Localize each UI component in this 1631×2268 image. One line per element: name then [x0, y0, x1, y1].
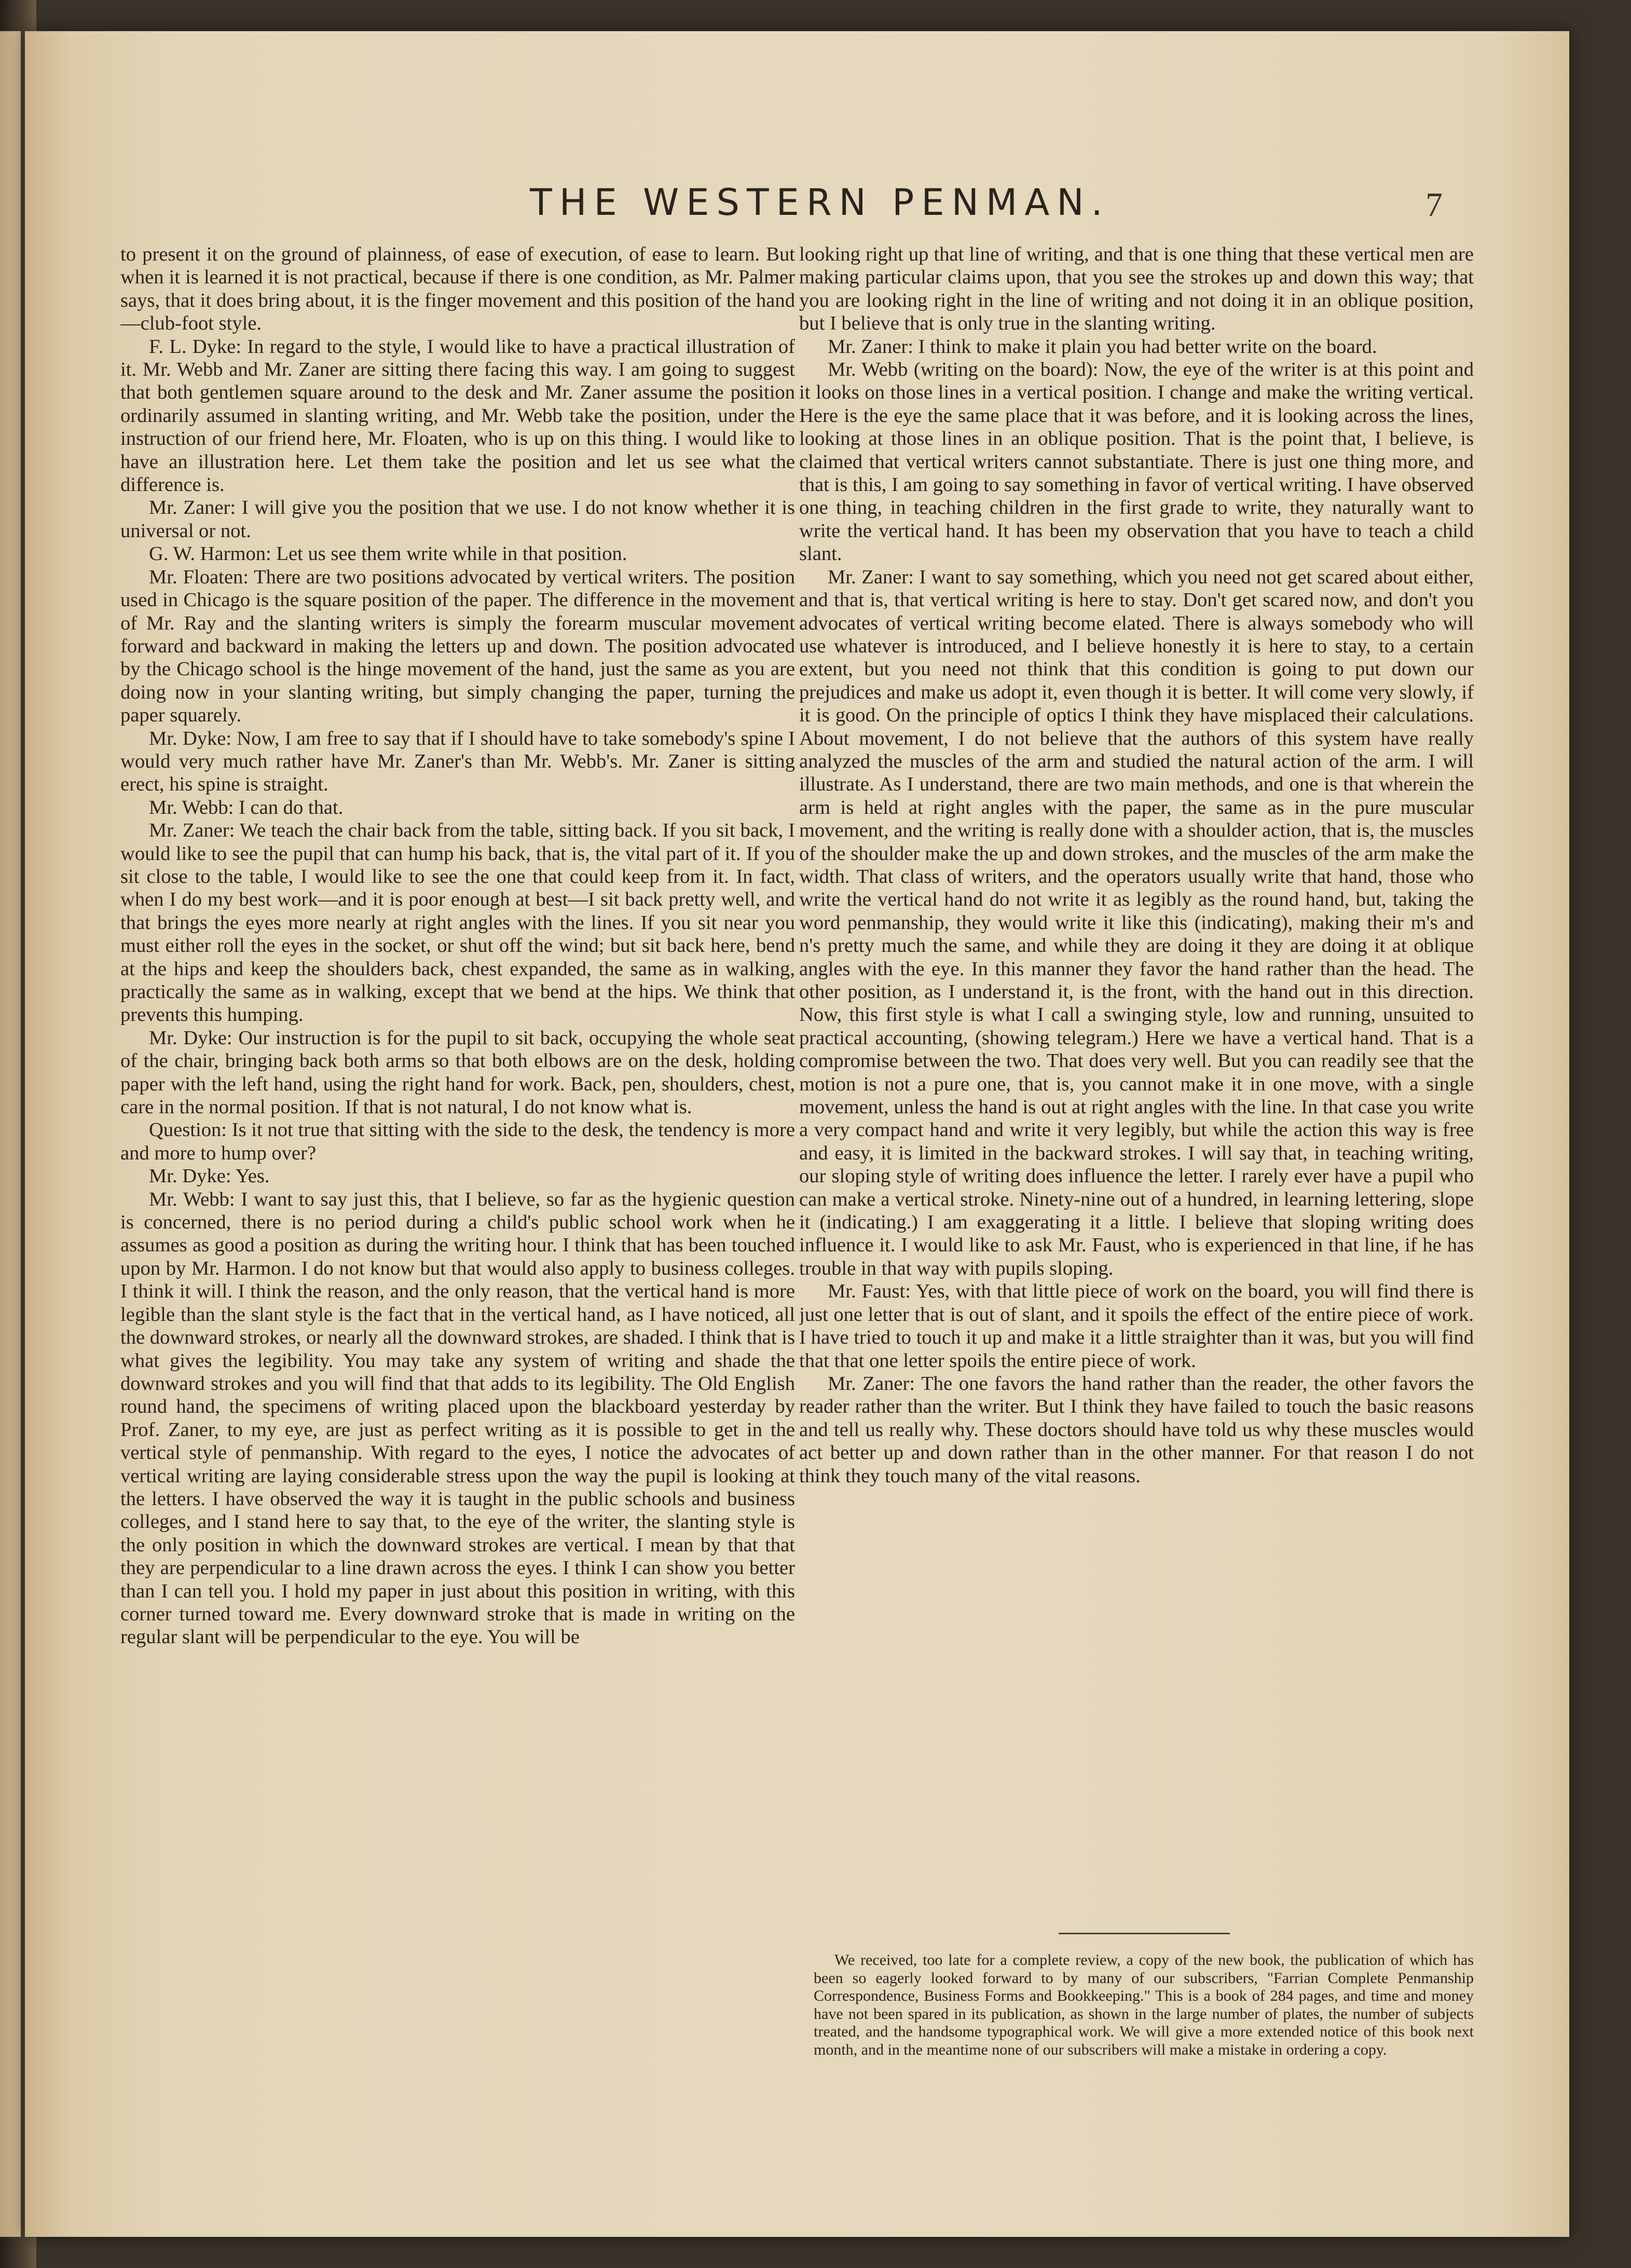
- right-column: [799, 243, 1474, 2137]
- book-notice-text: We received, too late for a complete review, a copy of the new book, the publication of which has been so eagerly looked forward to by many of our subscribers, "Farrian Complete Penmanship Correspondence, Business Forms and Bookkeeping." This is a book of 284 pages, and time and money have not been spared in its publication, as shown in the large number of plates, the number of subjects treated, and the handsome typographical work. We will give a more extended notice of this book next month, and in the meantime none of our subscribers will make a mistake in ordering a copy.: [814, 1951, 1474, 2058]
- paragraph: Mr. Faust: Yes, with that little piece of work on the board, you will find there is just one letter that is out of slant, and it spoils the effect of the entire piece of work. I have tried to touch it up and make it a little straighter than it was, but you will find that that one letter spoils the entire piece of work.: [799, 1280, 1474, 1372]
- footnote-divider: [1059, 1933, 1230, 1934]
- paragraph: to present it on the ground of plainness, of ease of execution, of ease to learn. But when it is learned it is not practical, because if there is one condition, as Mr. Palmer says, that it does bring about, it is the finger movement and this position of the hand—club-foot style.: [120, 243, 795, 335]
- paragraph: G. W. Harmon: Let us see them write while in that position.: [149, 543, 627, 565]
- paragraph: F. L. Dyke: In regard to the style, I would like to have a practical illustration of it. Mr. Webb and Mr. Zaner are sitting there facing this way. I am going to suggest that both gentlemen square around to the desk and Mr. Zaner assume the position ordinarily assumed in slanting writing, and Mr. Webb take the position, under the instruction of our friend here, Mr. Floaten, who is up on this thing. I would like to have an illustration here. Let them take the position and let us see what the difference is.: [120, 335, 795, 496]
- paragraph: Mr. Webb: I can do that.: [149, 796, 344, 818]
- paragraph: Mr. Zaner: I will give you the position that we use. I do not know whether it is universal or not.: [120, 497, 795, 542]
- paragraph: looking right up that line of writing, and that is one thing that these vertical men are making particular claims upon, that you see the strokes up and down this way; that you are looking right in the line of writing and not doing it in an oblique position, but I believe that is only true in the slanting writing.: [799, 243, 1474, 335]
- book-notice: [814, 1951, 1474, 2128]
- paragraph: Mr. Webb: I want to say just this, that I believe, so far as the hygienic question is concerned, there is no period during a child's public school work when he assumes as good a position as during the writing hour. I think that has been touched upon by Mr. Harmon. I do not know but that would also apply to business colleges. I think it will. I think the reason, and the only reason, that the vertical hand is more legible than the slant style is the fact that in the vertical hand, as I have noticed, all the downward strokes, or nearly all the downward strokes, are shaded. I think that is what gives the legibility. You may take any system of writing and shade the downward strokes and you will find that that adds to its legibility. The Old English round hand, the specimens of writing placed upon the blackboard yesterday by Prof. Zaner, to my eye, are just as perfect writing as it is possible to get in the vertical style of penmanship. With regard to the eyes, I notice the advocates of vertical writing are laying considerable stress upon the way the pupil is looking at the letters. I have observed the way it is taught in the public schools and business colleges, and I stand here to say that, to the eye of the writer, the slanting style is the only position in which the downward strokes are vertical. I mean by that that they are perpendicular to a line drawn across the eyes. I think I can show you better than I can tell you. I hold my paper in just about this position in writing, with this corner turned toward me. Every downward stroke that is made in writing on the regular slant will be perpendicular to the eye. You will be: [120, 1188, 795, 1648]
- paragraph: Mr. Dyke: Now, I am free to say that if I should have to take somebody's spine I would very much rather have Mr. Zaner's than Mr. Webb's. Mr. Zaner is sitting erect, his spine is straight.: [120, 727, 795, 796]
- page-title: THE WESTERN PENMAN.: [530, 181, 1110, 224]
- paragraph: Mr. Webb (writing on the board): Now, the eye of the writer is at this point and it looks on those lines in a vertical position. I change and make the writing vertical. Here is the eye the same place that it was before, and it is looking across the lines, looking at those lines in an oblique position. That is the point that, I believe, is claimed that vertical writers cannot substantiate. There is just one thing more, and that is this, I am going to say something in favor of vertical writing. I have observed one thing, in teaching children in the first grade to write, they naturally want to write the vertical hand. It has been my observation that you have to teach a child slant.: [799, 359, 1474, 565]
- paragraph: Mr. Zaner: We teach the chair back from the table, sitting back. If you sit back, I would like to see the pupil that can hump his back, that is, the vital part of it. If you sit close to the table, I would like to see the one that could keep from it. In fact, when I do my best work—and it is poor enough at best—I sit back pretty well, and that brings the eyes more nearly at right angles with the lines. If you sit near you must either roll the eyes in the socket, or shut off the wind; but sit back here, bend at the hips and keep the shoulders back, chest expanded, the same as in walking, practically the same as in walking, except that we bend at the hips. We think that prevents this humping.: [120, 819, 795, 1026]
- left-column: [120, 243, 795, 2137]
- paragraph: Mr. Dyke: Yes.: [149, 1165, 270, 1187]
- paragraph: Mr. Zaner: The one favors the hand rather than the reader, the other favors the reader rather than the writer. But I think they have failed to touch the basic reasons and tell us really why. These doctors should have told us why these muscles would act better up and down rather than in the other manner. For that reason I do not think they touch many of the vital reasons.: [799, 1372, 1474, 1487]
- previous-page-edge: [0, 31, 21, 2237]
- paragraph: Mr. Dyke: Our instruction is for the pupil to sit back, occupying the whole seat of the chair, bringing back both arms so that both elbows are on the desk, holding paper with the left hand, using the right hand for work. Back, pen, shoulders, chest, care in the normal position. If that is not natural, I do not know what is.: [120, 1027, 795, 1118]
- page-number: 7: [1426, 186, 1443, 224]
- paragraph: Mr. Zaner: I think to make it plain you had better write on the board.: [828, 335, 1377, 358]
- paragraph: Mr. Zaner: I want to say something, which you need not get scared about either, and that is, that vertical writing is here to stay. Don't get scared now, and don't you advocates of vertical writing become elated. There is always somebody who will use whatever is introduced, and I believe honestly it is here to stay, to a certain extent, but you need not think that this condition is going to put down our prejudices and make us adopt it, even though it is better. It will come very slowly, if it is good. On the principle of optics I think they have misplaced their calculations. About movement, I do not believe that the authors of this system have really analyzed the muscles of the arm and studied the natural action of the arm. I will illustrate. As I understand, there are two main methods, and one is that wherein the arm is held at right angles with the paper, the same as in the pure muscular movement, and the writing is really done with a shoulder action, that is, the muscles of the shoulder make the up and down strokes, and the muscles of the arm make the width. That class of writers, and the operators usually write that hand, those who write the vertical hand do not write it as legibly as the round hand, but, taking the word penmanship, they would write it like this (indicating), making their m's and n's pretty much the same, and while they are doing it they are doing it at oblique angles with the eye. In this manner they favor the hand rather than the head. The other position, as I understand it, is the front, with the hand out in this direction. Now, this first style is what I call a swinging style, low and running, unsuited to practical accounting, (showing telegram.) Here we have a vertical hand. That is a compromise between the two. That does very well. But you can readily see that the motion is not a pure one, that is, you cannot make it in one move, with a single movement, unless the hand is out at right angles with the line. In that case you write a very compact hand and write it very legibly, but while the action this way is free and easy, it is limited in the backward strokes. I will say that, in teaching writing, our sloping style of writing does influence the letter. I rarely ever have a pupil who can make a vertical stroke. Ninety-nine out of a hundred, in learning lettering, slope it (indicating.) I am exaggerating it a little. I believe that sloping writing does influence it. I would like to ask Mr. Faust, who is experienced in that line, if he has trouble in that way with pupils sloping.: [799, 566, 1474, 1279]
- paragraph: Mr. Floaten: There are two positions advocated by vertical writers. The position used in Chicago is the square position of the paper. The difference in the movement of Mr. Ray and the slanting writers is simply the forearm muscular movement forward and backward in making the letters up and down. The position advocated by the Chicago school is the hinge movement of the hand, just the same as you are doing now in your slanting writing, but simply changing the paper, turning the paper squarely.: [120, 566, 795, 727]
- paragraph: Question: Is it not true that sitting with the side to the desk, the tendency is more and more to hump over?: [120, 1119, 795, 1164]
